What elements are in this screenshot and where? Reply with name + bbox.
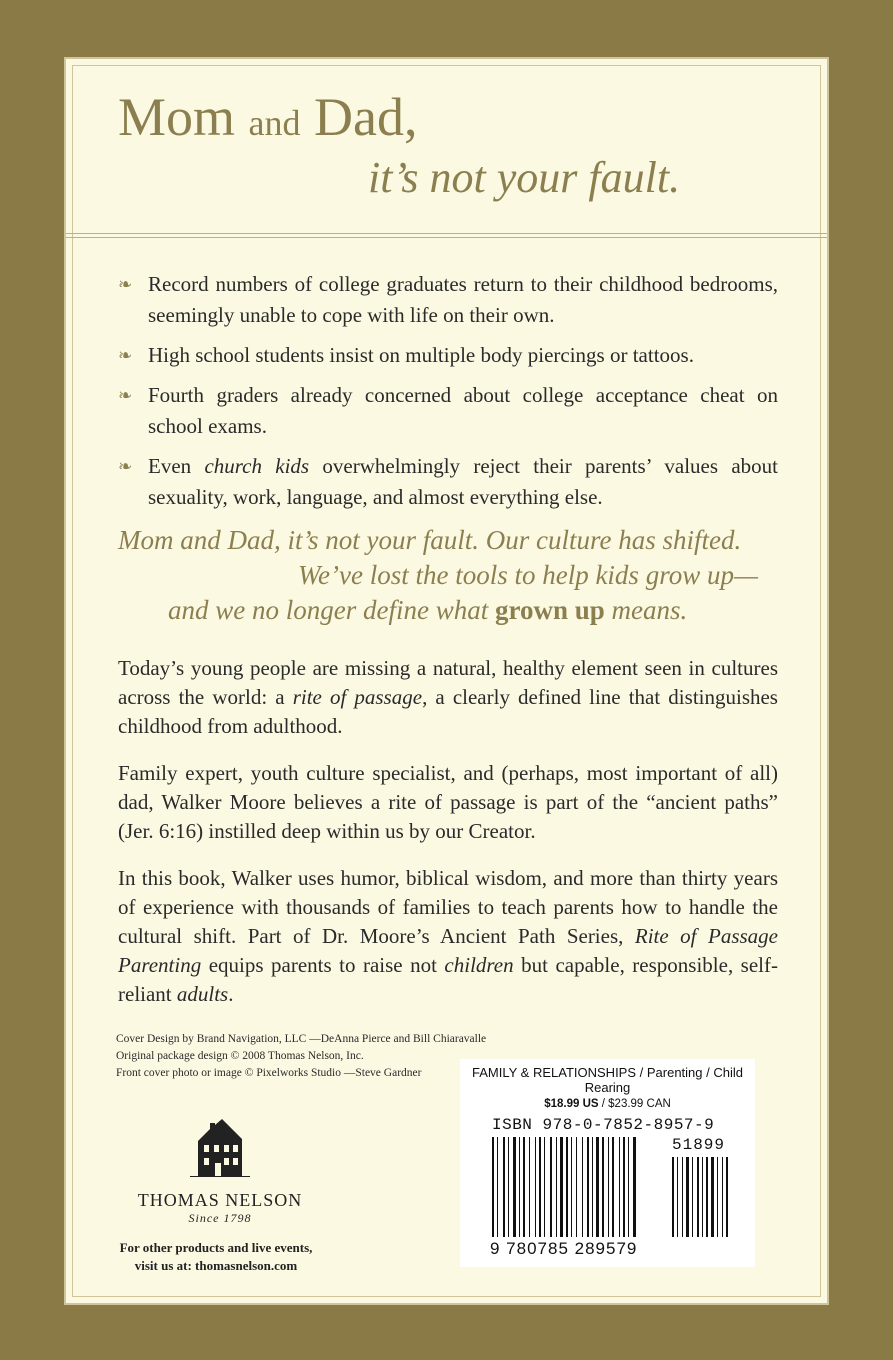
bullet-text: Even [148,454,205,478]
barcode-bar [717,1157,718,1237]
italic-text: rite of passage [292,685,423,709]
credits [116,1031,486,1082]
quote-line3 [118,593,798,628]
bullet-italic: church kids [204,454,310,478]
barcode-bar [571,1137,572,1237]
barcode-bar [596,1137,599,1237]
italic-text: adults [176,982,229,1006]
barcode-bar [587,1137,589,1237]
headline-line2: it’s not your fault. [368,153,681,202]
fleuron-icon: ❧ [118,457,133,476]
text: In this book, Walker uses humor, biblical wisdom, and more than thirty years of experience with thousands of families to teach parents how to handle the cultural shift. Part of Dr. Moore’s Ancient Path Series, [118,866,778,948]
barcode-bar [722,1157,723,1237]
barcode-bar [726,1157,728,1237]
fleuron-icon: ❧ [118,275,133,294]
bullet-text: Fourth graders already concerned about college acceptance cheat on school exams. [148,383,778,438]
credit-line: Cover Design by Brand Navigation, LLC —DeAnna Pierce and Bill Chiaravalle [116,1033,487,1045]
paragraph: Family expert, youth culture specialist, and (perhaps, most important of all) dad, Walker Moore believes a rite of passage is part of the “ancient paths” (Jer. 6:16) instilled deep within us by our Creator. [118,761,778,843]
barcode-bar [612,1137,614,1237]
barcode-bar [711,1157,714,1237]
barcode-box [460,1059,755,1267]
cover-panel [64,57,829,1305]
barcode-bar [519,1137,520,1237]
publisher-name: THOMAS NELSON [137,1190,303,1210]
barcode-bar [697,1157,699,1237]
barcode-bar [582,1137,583,1237]
headline-mom: Mom [118,87,236,147]
barcode-bar [682,1157,683,1237]
fleuron-icon: ❧ [118,346,133,365]
headline-dad: Dad, [314,87,418,147]
barcode-bar [602,1137,604,1237]
headline-and: and [248,103,301,143]
barcode-digits: 9 780785 289579 [490,1239,638,1258]
bullet-item [118,380,778,442]
barcode-bar [560,1137,563,1237]
quote-line1: Mom and Dad, it’s not your fault. Our culture has shifted. [118,525,742,555]
barcode-bar [608,1137,609,1237]
barcode-bar [576,1137,577,1237]
barcode-bar [535,1137,536,1237]
barcode-bar [706,1157,708,1237]
quote-text: and we no longer define what [168,595,495,625]
barcode-bar [672,1157,674,1237]
text: , a clearly defined line that distinguishes childhood from adulthood. [118,685,778,738]
barcode-bar [492,1137,494,1237]
publisher-since: Since 1798 [188,1211,252,1225]
barcode-bar [566,1137,568,1237]
book-title: Rite of Passage Parenting [118,924,778,977]
price-us: $18.99 US [544,1098,599,1110]
text: equips parents to raise not [201,953,445,977]
headline-line1 [118,87,417,153]
price-can: / $23.99 CAN [598,1098,671,1110]
barcode-bar [556,1137,557,1237]
barcode-bar [619,1137,620,1237]
barcode-bar [702,1157,703,1237]
barcode-bar [677,1157,678,1237]
barcode-bar [623,1137,625,1237]
bullet-text: Record numbers of college graduates return to their childhood bedrooms, seemingly unable to cope with life on their own. [148,272,778,327]
website-link[interactable]: visit us at: thomasnelson.com [134,1258,298,1273]
text: but capable, responsible, self-reliant [118,953,778,1006]
barcode-bar [497,1137,498,1237]
bullet-list [118,269,778,522]
text: . [228,982,234,1006]
quote-bold: grown up [494,595,605,625]
house-icon [190,1115,250,1177]
visit-line: For other products and live events, [119,1240,313,1255]
credit-line: Front cover photo or image © Pixelworks Studio —Steve Gardner [116,1067,422,1079]
pull-quote [118,523,798,628]
barcode-bar [503,1137,505,1237]
credit-line: Original package design © 2008 Thomas Nelson, Inc. [116,1050,364,1062]
headline [118,87,681,202]
fleuron-icon: ❧ [118,386,133,405]
barcode-bar [592,1137,593,1237]
barcode-bar [523,1137,525,1237]
isbn: ISBN 978-0-7852-8957-9 [492,1116,715,1134]
barcode-icon [460,1059,755,1267]
quote-line2: We’ve lost the tools to help kids grow up— [298,560,758,590]
bullet-text: High school students insist on multiple body piercings or tattoos. [148,343,694,367]
divider [66,237,827,238]
text: Today’s young people are missing a natural, healthy element seen in cultures across the world: a [118,656,778,709]
divider [66,233,827,234]
barcode-addon-digits: 51899 [672,1136,726,1154]
barcode-bar [686,1157,689,1237]
bullet-item [118,451,778,513]
barcode-bar [513,1137,516,1237]
barcode-bar [508,1137,509,1237]
paragraph [118,654,778,741]
bullet-item [118,340,778,371]
publisher-visit [106,1239,326,1275]
bullet-text: overwhelmingly reject their parents’ values about sexuality, work, language, and almost everything else. [148,454,778,509]
body-text [118,654,778,1027]
bullet-item [118,269,778,331]
barcode-bar [539,1137,541,1237]
quote-text: means. [604,595,688,625]
barcode-bar [633,1137,636,1237]
barcode-bar [692,1157,693,1237]
publisher-logo [120,1115,320,1226]
paragraph [118,864,778,1009]
barcode-bar [529,1137,530,1237]
barcode-bar [544,1137,545,1237]
barcode-bar [550,1137,552,1237]
barcode-bar [628,1137,629,1237]
italic-text: children [444,953,514,977]
bisac-category: FAMILY & RELATIONSHIPS / Parenting / Child Rearing [472,1065,743,1095]
